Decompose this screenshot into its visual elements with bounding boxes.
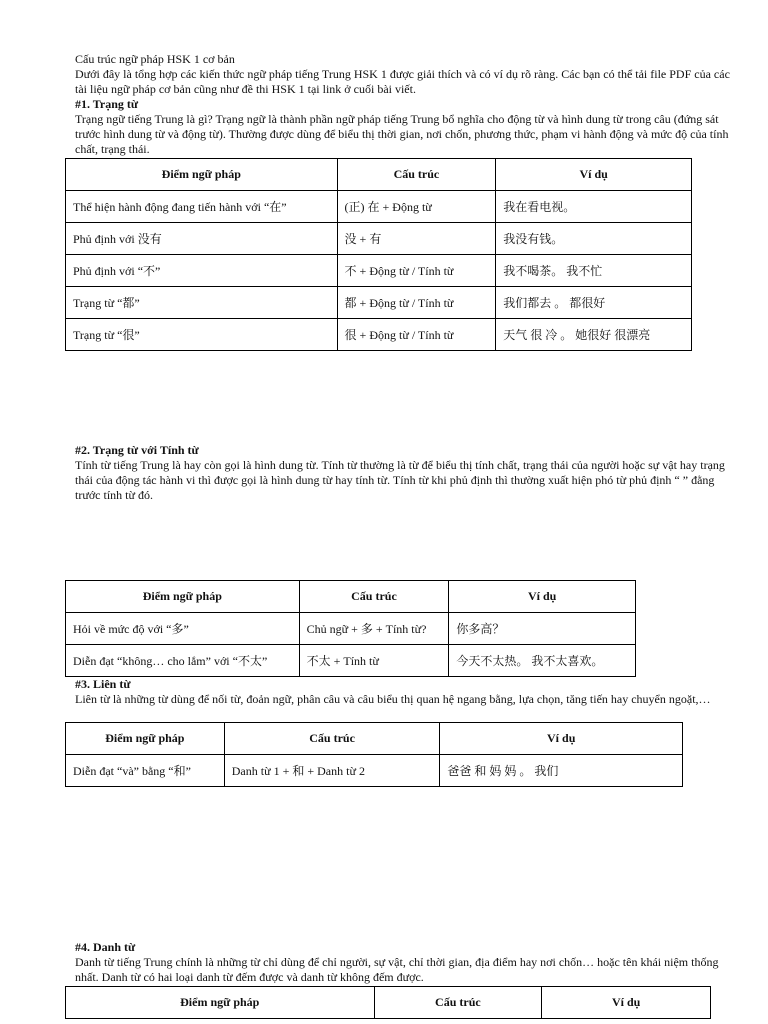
table-header-row (66, 723, 683, 755)
cell-structure: 很 + Động từ / Tính từ (337, 319, 496, 351)
header-example: Ví dụ (440, 723, 683, 755)
table-2 (65, 580, 636, 677)
cell-structure: (正) 在 + Động từ (337, 191, 496, 223)
cell-structure: 没 + 有 (337, 223, 496, 255)
cell-structure: 不 + Động từ / Tính từ (337, 255, 496, 287)
cell-point: Diễn đạt “và” bằng “和” (66, 755, 225, 787)
header-structure: Cấu trúc (299, 581, 449, 613)
table-row (66, 645, 636, 677)
section-2-heading: #2. Trạng từ với Tính từ (75, 443, 199, 457)
table-row (66, 613, 636, 645)
doc-title: Cấu trúc ngữ pháp HSK 1 cơ bản (75, 52, 235, 66)
cell-point: Phủ định với 没有 (66, 223, 338, 255)
section-4-paragraph: Danh từ tiếng Trung chính là những từ chỉ dùng để chỉ người, sự vật, chỉ thời gian, địa điểm hay nơi chốn… hoặc tên khái niệm thống nhất. Danh từ có hai loại danh từ đếm được và danh từ không đếm được. (75, 955, 719, 984)
header-example: Ví dụ (449, 581, 636, 613)
cell-structure: Danh từ 1 + 和 + Danh từ 2 (224, 755, 440, 787)
section-3-paragraph: Liên từ là những từ dùng để nối từ, đoản ngữ, phân câu và câu biểu thị quan hệ ngang bằng, lựa chọn, tăng tiến hay chuyển ngoặt,… (75, 692, 711, 706)
intro (75, 52, 735, 157)
section-4-heading: #4. Danh từ (75, 940, 136, 954)
table-row (66, 319, 692, 351)
cell-structure: 不太 + Tính từ (299, 645, 449, 677)
intro-paragraph: Dưới đây là tổng hợp các kiến thức ngữ pháp tiếng Trung HSK 1 được giải thích và có ví dụ rõ ràng. Các bạn có thể tải file PDF của các tài liệu ngữ pháp cơ bản cũng như đề thi HSK 1 tại link ở cuối bài viết. (75, 67, 730, 96)
header-example: Ví dụ (496, 159, 692, 191)
table-3 (65, 722, 683, 787)
cell-point: Phủ định với “不” (66, 255, 338, 287)
cell-point: Diễn đạt “không… cho lắm” với “不太” (66, 645, 300, 677)
table-row (66, 287, 692, 319)
cell-example: 天气 很 冷 。 她很好 很漂亮 (496, 319, 692, 351)
cell-structure: 都 + Động từ / Tính từ (337, 287, 496, 319)
header-example: Ví dụ (542, 987, 711, 1019)
header-point: Điểm ngữ pháp (66, 723, 225, 755)
table-header-row (66, 987, 711, 1019)
table-1 (65, 158, 692, 351)
header-structure: Cấu trúc (224, 723, 440, 755)
table-row (66, 223, 692, 255)
section-4 (75, 940, 735, 985)
header-point: Điểm ngữ pháp (66, 581, 300, 613)
cell-point: Trạng từ “都” (66, 287, 338, 319)
header-structure: Cấu trúc (374, 987, 542, 1019)
section-1-paragraph: Trạng ngữ tiếng Trung là gì? Trạng ngữ là thành phần ngữ pháp tiếng Trung bổ nghĩa cho động từ và hình dung từ trong câu (đứng sát trước hình dung từ và động từ). Thường được dùng để biểu thị thời gian, nơi chốn, phương thức, phạm vi hành động và mức độ của tính chất, trạng thái. (75, 112, 729, 156)
cell-structure: Chủ ngữ + 多 + Tính từ? (299, 613, 449, 645)
cell-point: Hỏi về mức độ với “多” (66, 613, 300, 645)
cell-example: 我没有钱。 (496, 223, 692, 255)
cell-example: 我们都去 。 都很好 (496, 287, 692, 319)
section-2-paragraph: Tính từ tiếng Trung là hay còn gọi là hình dung từ. Tính từ thường là từ để biểu thị tính chất, trạng thái của người hoặc sự vật hay trạng thái của động tác hành vi thì được gọi là hình dung từ hay tính từ. Tính từ khi phủ định thì thường xuất hiện phó từ phủ định “ ” đằng trước tính từ đó. (75, 458, 725, 502)
cell-point: Thể hiện hành động đang tiến hành với “在” (66, 191, 338, 223)
cell-example: 我在看电视。 (496, 191, 692, 223)
table-row (66, 755, 683, 787)
header-point: Điểm ngữ pháp (66, 159, 338, 191)
section-3 (75, 677, 735, 707)
cell-point: Trạng từ “很” (66, 319, 338, 351)
table-4 (65, 986, 711, 1019)
section-1-heading: #1. Trạng từ (75, 97, 139, 111)
cell-example: 我不喝茶。 我不忙 (496, 255, 692, 287)
cell-example: 你多高？ (449, 613, 636, 645)
table-header-row (66, 159, 692, 191)
section-2 (75, 443, 735, 503)
table-row (66, 191, 692, 223)
table-row (66, 255, 692, 287)
cell-example: 今天不太热。 我不太喜欢。 (449, 645, 636, 677)
header-structure: Cấu trúc (337, 159, 496, 191)
section-3-heading: #3. Liên từ (75, 677, 131, 691)
table-header-row (66, 581, 636, 613)
header-point: Điểm ngữ pháp (66, 987, 375, 1019)
cell-example: 爸爸 和 妈 妈 。 我们 (440, 755, 683, 787)
